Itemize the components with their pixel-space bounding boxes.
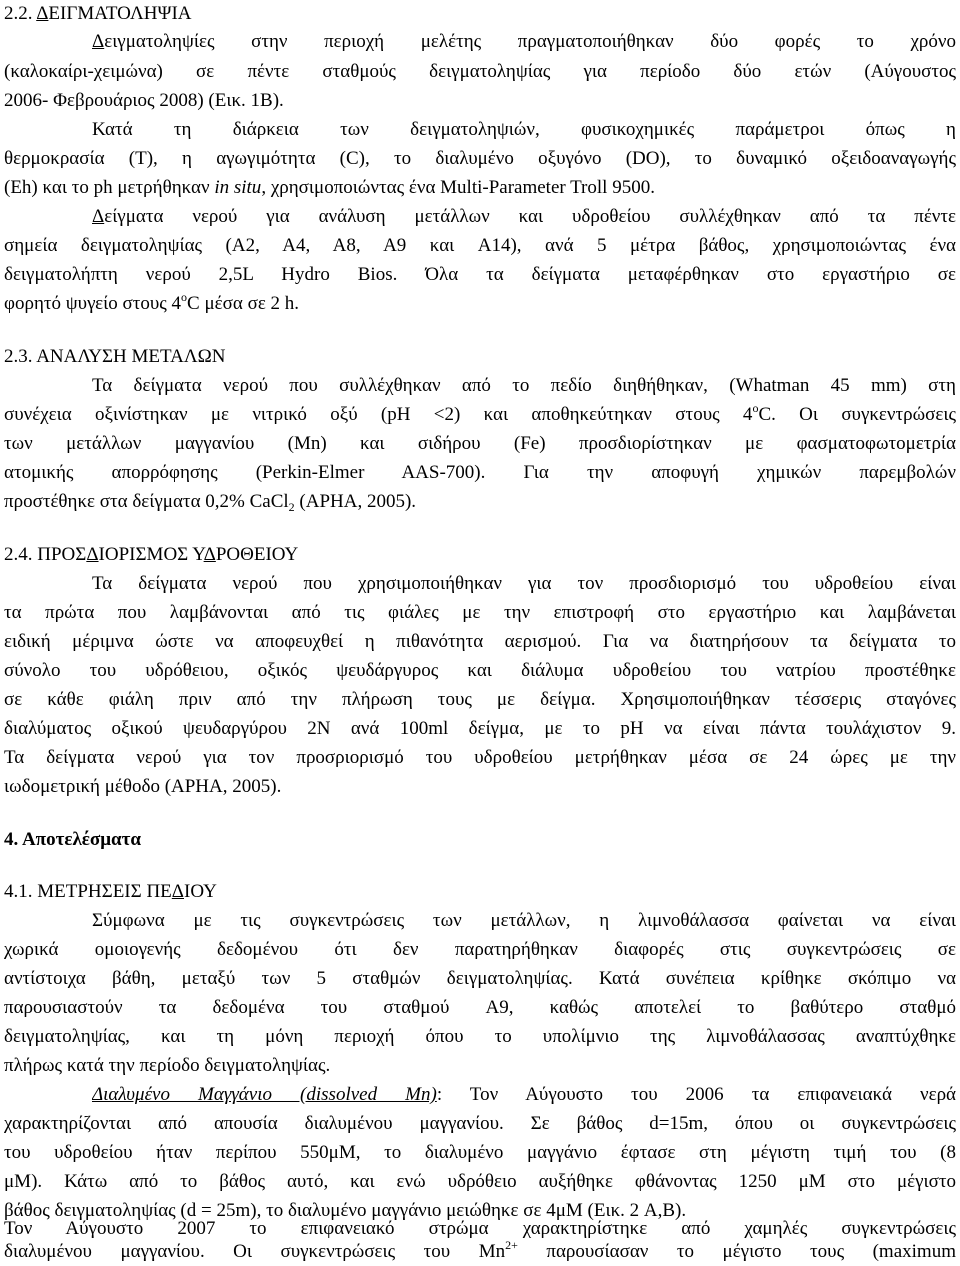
section-heading-field-measurements: 4.1. ΜΕΤΡΗΣΕΙΣ ΠΕΔΙΟΥ <box>4 881 217 902</box>
section-heading-results: 4. Αποτελέσματα <box>4 829 141 850</box>
drop-letter: Δ <box>92 31 105 52</box>
section-heading-metals: 2.3. ΑΝΑΛΥΣΗ ΜΕΤΑΛΩΝ <box>4 346 226 367</box>
paragraph-line: (καλοκαίρι-χειμώνα) σε πέντε σταθμούς δειγματοληψίας για περίοδο δύο ετών (Αύγουστος <box>4 61 956 82</box>
paragraph-line: σύνολο του υδρόθειου, οξικός ψευδάργυρος και διάλυμα υδροθείου του νατρίου προστέθηκε <box>4 660 956 681</box>
paragraph-line: Τα δείγματα νερού που συλλέχθηκαν από το πεδίο διηθήθηκαν, (Whatman 45 mm) στη <box>92 375 956 396</box>
section-heading-sampling: 2.2. ΔΕΙΓΜΑΤΟΛΗΨΙΑ <box>4 3 192 24</box>
paragraph-line: φορητό ψυγείο στους 4$^o$C μέσα σε 2 h. <box>4 290 300 314</box>
in-situ-term: in situ <box>214 177 262 198</box>
paragraph-line: (Eh) και το ph μετρήθηκαν in situ, χρησιμοποιώντας ένα Multi-Parameter Troll 9500. <box>4 177 655 198</box>
paragraph-line: διαλύματος οξικού ψευδαργύρου 2N ανά 100ml δείγμα, με το pH να είναι πάντα τουλάχιστον 9. <box>4 718 956 739</box>
paragraph-line: δειγματοληψίας, και τη μόνη περιοχή όπου το υπολίμνιο της λιμνοθάλασσας αναπτύχθηκε <box>4 1026 956 1047</box>
paragraph-line: θερμοκρασία (T), η αγωγιμότητα (C), το διαλυμένο οξυγόνο (DO), το δυναμικό οξειδοαναγωγής <box>4 148 956 169</box>
paragraph-line: διαλυμένου μαγγανίου. Οι συγκεντρώσεις του $Mn^{2+}$ παρουσίασαν το μέγιστο τους (maximum <box>4 1240 956 1262</box>
paragraph-line: τα πρώτα που λαμβάνονται από τις φιάλες με την επιστροφή στο εργαστήριο και λαμβάνεται <box>4 602 956 623</box>
paragraph-line: σε κάθε φιάλη πριν από την πλήρωση τους με δείγμα. Χρησιμοποιήθηκαν τέσσερις σταγόνες <box>4 689 956 710</box>
paragraph-line: προστέθηκε στα δείγματα 0,2% CaCl$_2$ (APHA, 2005). <box>4 491 417 514</box>
paragraph-line: Τα δείγματα νερού για τον προσριορισμό του υδροθείου μετρήθηκαν μέσα σε 24 ώρες με την <box>4 747 956 768</box>
paragraph-line: χωρικά ομοιογενής δεδομένου ότι δεν παρατηρήθηκαν διαφορές στις συγκεντρώσεις σε <box>4 939 956 960</box>
dissolved-mn-label: Διαλυμένο Μαγγάνιο (dissolved Mn) <box>92 1084 437 1105</box>
paragraph-line: Κατά τη διάρκεια των δειγματοληψιών, φυσικοχημικές παράμετροι όπως η <box>92 119 956 140</box>
paragraph-line: Τον Αύγουστο 2007 το επιφανειακό στρώμα χαρακτηρίστηκε από χαμηλές συγκεντρώσεις <box>4 1218 956 1239</box>
paragraph-line: συνέχεια οξινίστηκαν με νιτρικό οξύ (pH <2) και αποθηκεύτηκαν στους 4$^o$C. Οι συγκεντρώσεις <box>4 403 956 425</box>
paragraph-line: δειγματολήπτη νερού 2,5L Hydro Bios. Όλα τα δείγματα μεταφέρθηκαν στο εργαστήριο σε <box>4 264 956 285</box>
paragraph-line: αντίστοιχα βάθη, μεταξύ των 5 σταθμών δειγματοληψίας. Κατά συνέπεια κρίθηκε σκόπιμο να <box>4 968 956 989</box>
paragraph-line: ειδική μέριμνα ώστε να αποφευχθεί η πιθανότητα αερισμού. Για να διατηρήσουν τα δείγματα το <box>4 631 956 652</box>
paragraph-line: ιωδομετρική μέθοδο (APHA, 2005). <box>4 776 282 797</box>
paragraph-line: πλήρως κατά την περίοδο δειγματοληψίας. <box>4 1055 331 1076</box>
paragraph-line: χαρακτηρίζονται από απουσία διαλυμένου μαγγανίου. Σε βάθος d=15m, όπου οι συγκεντρώσεις <box>4 1113 956 1134</box>
paragraph-line: 2006- Φεβρουάριος 2008) (Εικ. 1Β). <box>4 90 284 111</box>
section-heading-h2s: 2.4. ΠΡΟΣΔΙΟΡΙΣΜΟΣ ΥΔΡΟΘΕΙΟΥ <box>4 544 299 565</box>
paragraph-line: των μετάλλων μαγγανίου (Mn) και σιδήρου (Fe) προσδιορίστηκαν με φασματοφωτομετρία <box>4 433 956 454</box>
paragraph-line: του υδροθείου ήταν περίπου 550μM, το διαλυμένο μαγγάνιο έφτασε στη μέγιστη τιμή του (8 <box>4 1142 956 1163</box>
paragraph-line: Δειγματοληψίες στην περιοχή μελέτης πραγματοποιήθηκαν δύο φορές το χρόνο <box>92 31 956 52</box>
paragraph-line: βάθος δειγματοληψίας (d = 25m), το διαλυμένο μαγγάνιο μειώθηκε σε 4μM (Εικ. 2 A,B). <box>4 1200 687 1221</box>
paragraph-line: μM). Κάτω από το βάθος αυτό, και ενώ υδρόθειο αυξήθηκε φθάνοντας 1250 μM στο μέγιστο <box>4 1171 956 1192</box>
paragraph-line: ατομικής απορρόφησης (Perkin-Elmer AAS-700). Για την αποφυγή χημικών παρεμβολών <box>4 462 956 483</box>
paragraph-line: Σύμφωνα με τις συγκεντρώσεις των μετάλλων, η λιμνοθάλασσα φαίνεται να είναι <box>92 910 956 931</box>
paragraph-line: σημεία δειγματοληψίας (A2, A4, A8, A9 και A14), ανά 5 μέτρα βάθος, χρησιμοποιώντας ένα <box>4 235 956 256</box>
paragraph-line: Διαλυμένο Μαγγάνιο (dissolved Mn): Τον Αύγουστο του 2006 τα επιφανειακά νερά <box>92 1084 956 1105</box>
paragraph-line: Δείγματα νερού για ανάλυση μετάλλων και υδροθείου συλλέχθηκαν από τα πέντε <box>92 206 956 227</box>
paragraph-line: παρουσιαστούν τα δεδομένα του σταθμού A9, καθώς αποτελεί το βαθύτερο σταθμό <box>4 997 956 1018</box>
paragraph-line: Τα δείγματα νερού που χρησιμοποιήθηκαν για τον προσδιορισμό του υδροθείου είναι <box>92 573 956 594</box>
